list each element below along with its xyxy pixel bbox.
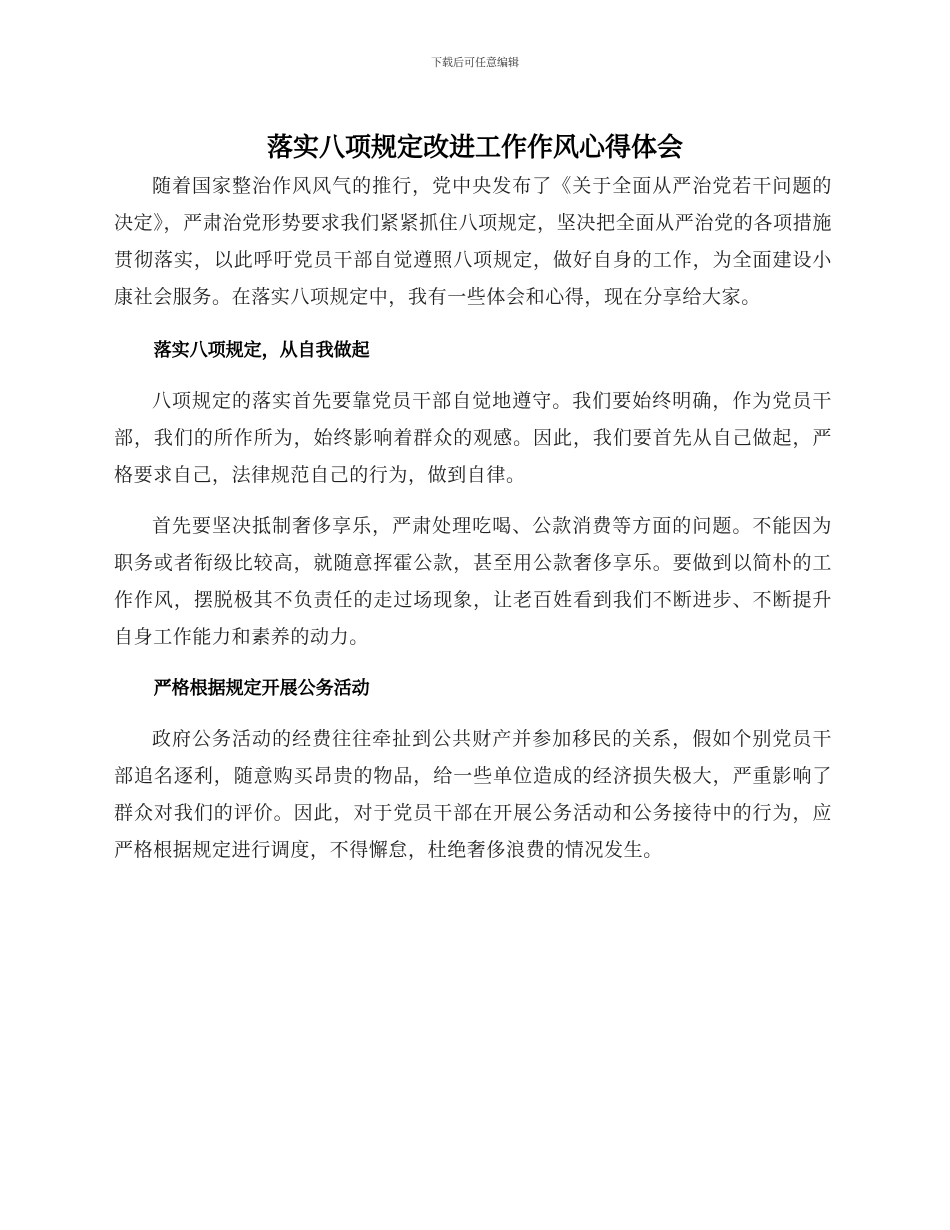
paragraph-3: 政府公务活动的经费往往牵扯到公共财产并参加移民的关系，假如个别党员干部追名逐利，随意购买昂贵的物品，给一些单位造成的经济损失极大，严重影响了群众对我们的评价。因此，对于党员干部在开展公务活动和公务接待中的行为，应严格根据规定进行调度，不得懈怠，杜绝奢侈浪费的情况发生。 (114, 728, 832, 861)
page-title: 落实八项规定改进工作作风心得体会 (266, 133, 683, 163)
document-body (114, 168, 832, 869)
section-heading-1: 落实八项规定，从自我做起 (153, 340, 370, 361)
paragraph-1: 八项规定的落实首先要靠党员干部自觉地遵守。我们要始终明确，作为党员干部，我们的所作所为，始终影响着群众的观感。因此，我们要首先从自己做起，严格要求自己，法律规范自己的行为，做到自律。 (114, 390, 832, 486)
section-heading-2: 严格根据规定开展公务活动 (153, 678, 370, 699)
header-note: 下载后可任意编辑 (431, 56, 519, 69)
intro-paragraph: 随着国家整治作风风气的推行，党中央发布了《关于全面从严治党若干问题的决定》，严肃治党形势要求我们紧紧抓住八项规定，坚决把全面从严治党的各项措施贯彻落实，以此呼吁党员干部自觉遵照八项规定，做好自身的工作，为全面建设小康社会服务。在落实八项规定中，我有一些体会和心得，现在分享给大家。 (114, 175, 832, 308)
paragraph-2: 首先要坚决抵制奢侈享乐，严肃处理吃喝、公款消费等方面的问题。不能因为职务或者衔级比较高，就随意挥霍公款，甚至用公款奢侈享乐。要做到以简朴的工作作风，摆脱极其不负责任的走过场现象，让老百姓看到我们不断进步、不断提升自身工作能力和素养的动力。 (114, 515, 832, 648)
